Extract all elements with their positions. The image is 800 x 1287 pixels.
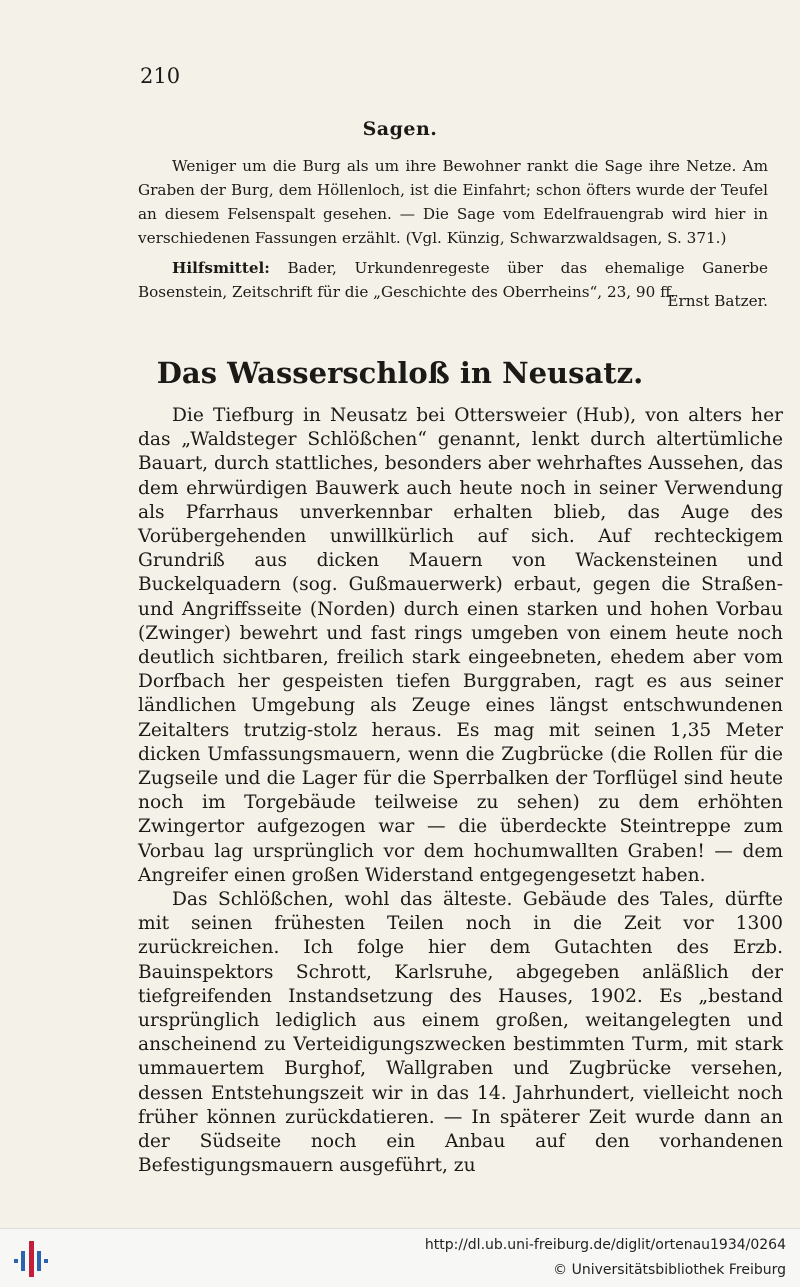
hilfsmittel-label: Hilfsmittel:: [172, 259, 270, 277]
sagen-paragraph: [138, 154, 768, 250]
article-body: [138, 404, 783, 1179]
permalink-url[interactable]: http://dl.ub.uni-freiburg.de/diglit/ortenau1934/0264: [424, 1237, 786, 1253]
hilfsmittel-text: Bader, Urkundenregeste über das ehemalige Ganerbe Bosenstein, Zeitschrift für die „Geschichte des Oberrheins“, 23, 90 ff.: [138, 259, 769, 301]
sagen-text: Weniger um die Burg als um ihre Bewohner rankt die Sage ihre Netze. Am Graben der Burg, dem Höllenloch, ist die Einfahrt; schon öfters wurde der Teufel an diesem Felsenspalt gesehen. — Die Sage vom Edelfrauengrab wird hier in verschiedenen Fassungen erzählt. (Vgl. Künzig, Schwarzwaldsagen, S. 371.): [138, 157, 768, 247]
section-title: Sagen.: [362, 118, 438, 140]
article-title: Das Wasserschloß in Neusatz.: [156, 356, 644, 390]
author-signature: Ernst Batzer.: [667, 292, 768, 310]
ub-freiburg-logo-icon: [12, 1237, 52, 1281]
viewer-footer: [0, 1228, 800, 1287]
article-paragraph-2: Das Schlößchen, wohl das älteste. Gebäude des Tales, dürfte mit seinen frühesten Teilen noch in die Zeit vor 1300 zurückreichen. Ich folge hier dem Gutachten des Erzb. Bauinspektors Schrott, Karlsruhe, abgegeben anläßlich der tiefgreifenden Instandsetzung des Hauses, 1902. Es „bestand ursprünglich lediglich aus einem großen, weitangelegten und anscheinend zu Verteidigungszwecken bestimmten Turm, mit stark ummauertem Burghof, Wallgraben und Zugbrücke versehen, dessen Entstehungszeit wir in das 14. Jahrhundert, vielleicht noch früher können zurückdatieren. — In späterer Zeit wurde dann an der Südseite noch ein Anbau auf den vorhandenen Befestigungsmauern ausgeführt, zu: [138, 889, 783, 1177]
copyright-text: © Universitätsbibliothek Freiburg: [553, 1262, 786, 1278]
page-number: 210: [140, 64, 181, 88]
article-paragraph-1: Die Tiefburg in Neusatz bei Ottersweier (Hub), von alters her das „Waldsteger Schlößchen“ genannt, lenkt durch altertümliche Bauart, durch stattliches, besonders aber wehrhaftes Aussehen, das dem ehrwürdigen Bauwerk auch heute noch in seiner Verwendung als Pfarrhaus unverkennbar erhalten blieb, das Auge des Vorübergehenden unwillkürlich auf sich. Auf rechteckigem Grundriß aus dicken Mauern von Wackensteinen und Buckelquadern (sog. Gußmauerwerk) erbaut, gegen die Straßen- und Angriffsseite (Norden) durch einen starken und hohen Vorbau (Zwinger) bewehrt und fast rings umgeben von einem heute noch deutlich sichtbaren, freilich stark eingeebneten, ehedem aber vom Dorfbach her gespeisten tiefen Burggraben, ragt es aus seiner ländlichen Umgebung als Zeuge eines längst entschwundenen Zeitalters trutzig-stolz heraus. Es mag mit seinen 1,35 Meter dicken Umfassungsmauern, wenn die Zugbrücke (die Rollen für die Zugseile und die Lager für die Sperrbalken der Torflügel sind heute noch im Torgebäude teilweise zu sehen) zu dem erhöhten Zwingertor aufgezogen war — die überdeckte Steintreppe zum Vorbau lag ursprünglich vor dem hochumwallten Graben! — dem Angreifer einen großen Widerstand entgegengesetzt haben.: [138, 405, 783, 886]
